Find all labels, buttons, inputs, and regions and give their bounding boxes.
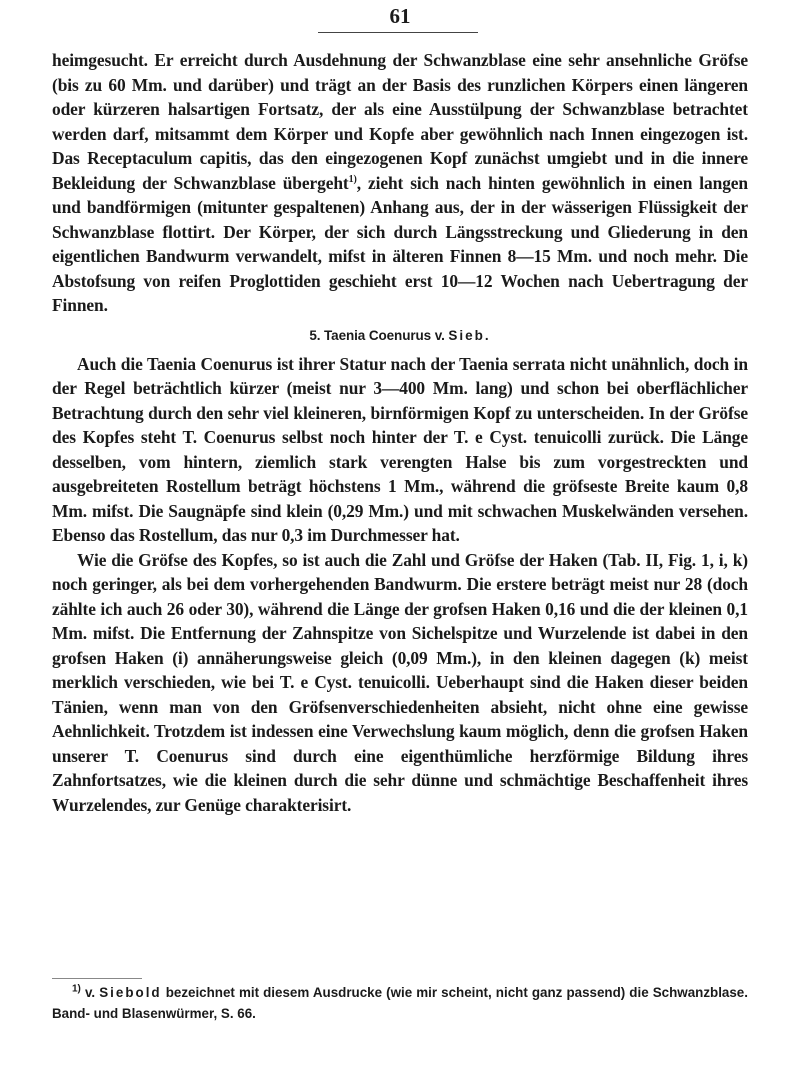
body-text <box>52 48 748 817</box>
footnote-rule <box>52 978 142 979</box>
section-title: 5. Taenia Coenurus v. <box>309 327 445 343</box>
footnote-reference[interactable]: 1) <box>348 173 357 185</box>
section-author: Sieb. <box>448 327 491 343</box>
paragraph-text: , zieht sich nach hinten gewöhnlich in einen langen und bandförmigen (mitunter gespaltenen) Anhang aus, der in der wässerigen Flüssigkeit der Schwanzblase flottirt. Der Körper, der sich durch Längsstreckung und Gliederung in den eigentlichen Bandwurm verwandelt, mifst in älteren Finnen 8—15 Mm. und noch mehr. Die Abstofsung von reifen Proglottiden geschieht erst 10—12 Wochen nach Uebertragung der Finnen. <box>52 172 748 315</box>
page-number: 61 <box>389 4 411 28</box>
paragraph: Auch die Taenia Coenurus ist ihrer Statur nach der Taenia serrata nicht unähnlich, doch in der Regel beträchtlich kürzer (meist nur 3—400 Mm. lang) und schon bei oberflächlicher Betrachtung durch den sehr viel kleineren, birnförmigen Kopf zu unterscheiden. In der Gröfse des Kopfes steht T. Coenurus selbst noch hinter der T. e Cyst. tenuicolli zurück. Die Länge desselben, vom hintern, ziemlich stark verengten Halse bis zum vorgestreckten und ausgebreiteten Rostellum beträgt höchstens 1 Mm., während die gröfseste Breite kaum 0,8 Mm. mifst. Die Saugnäpfe sind klein (0,29 Mm.) und mit schwachen Muskelwänden versehen. Ebenso das Rostellum, das nur 0,3 im Durchmesser hat. <box>52 353 748 545</box>
footnote-author: Siebold <box>99 985 162 1000</box>
footnote-prefix: v. <box>84 985 96 1000</box>
footnote-text: bezeichnet mit diesem Ausdrucke (wie mir scheint, nicht ganz passend) die Schwanzblase. Band- und Blasenwürmer, S. 66. <box>52 985 748 1021</box>
header-rule <box>318 32 478 33</box>
section-heading <box>52 326 748 346</box>
footnote-marker: 1) <box>72 983 81 995</box>
paragraph <box>52 48 748 318</box>
paragraph-text: heimgesucht. Er erreicht durch Ausdehnung der Schwanzblase eine sehr ansehnliche Gröfse (bis zu 60 Mm. und darüber) und trägt an der Basis des runzlichen Körpers einen längeren oder kürzeren halsartigen Fortsatz, der als eine Ausstülpung der Schwanzblase betrachtet werden darf, mitsammt dem Körper und Kopfe aber gewöhnlich nach Innen eingezogen ist. Das Receptaculum capitis, das den eingezogenen Kopf zunächst umgiebt und in die innere Bekleidung der Schwanzblase übergeht <box>52 50 748 193</box>
footnote <box>52 982 748 1024</box>
paragraph: Wie die Gröfse des Kopfes, so ist auch die Zahl und Gröfse der Haken (Tab. II, Fig. 1, i, k) noch geringer, als bei dem vorhergehenden Bandwurm. Die erstere beträgt meist nur 28 (doch zählte ich auch 26 oder 30), während die Länge der grofsen Haken 0,16 und die der kleinen 0,1 Mm. mifst. Die Entfernung der Zahnspitze von Sichelspitze und Wurzelende ist dabei in den grofsen Haken (i) annäherungsweise gleich (0,09 Mm.), in den kleinen dagegen (k) meist merklich verschieden, wie bei T. e Cyst. tenuicolli. Ueberhaupt sind die Haken dieser beiden Tänien, wenn man von den Gröfsenverschiedenheiten absieht, nicht ohne eine gewisse Aehnlichkeit. Trotzdem ist indessen eine Verwechslung kaum möglich, denn die grofsen Haken unserer T. Coenurus sind durch eine eigenthümliche herzförmige Bildung ihres Zahnfortsatzes, wie die kleinen durch die sehr dünne und schmächtige Beschaffenheit ihres Wurzelendes, zur Genüge charakterisirt. <box>52 549 748 815</box>
